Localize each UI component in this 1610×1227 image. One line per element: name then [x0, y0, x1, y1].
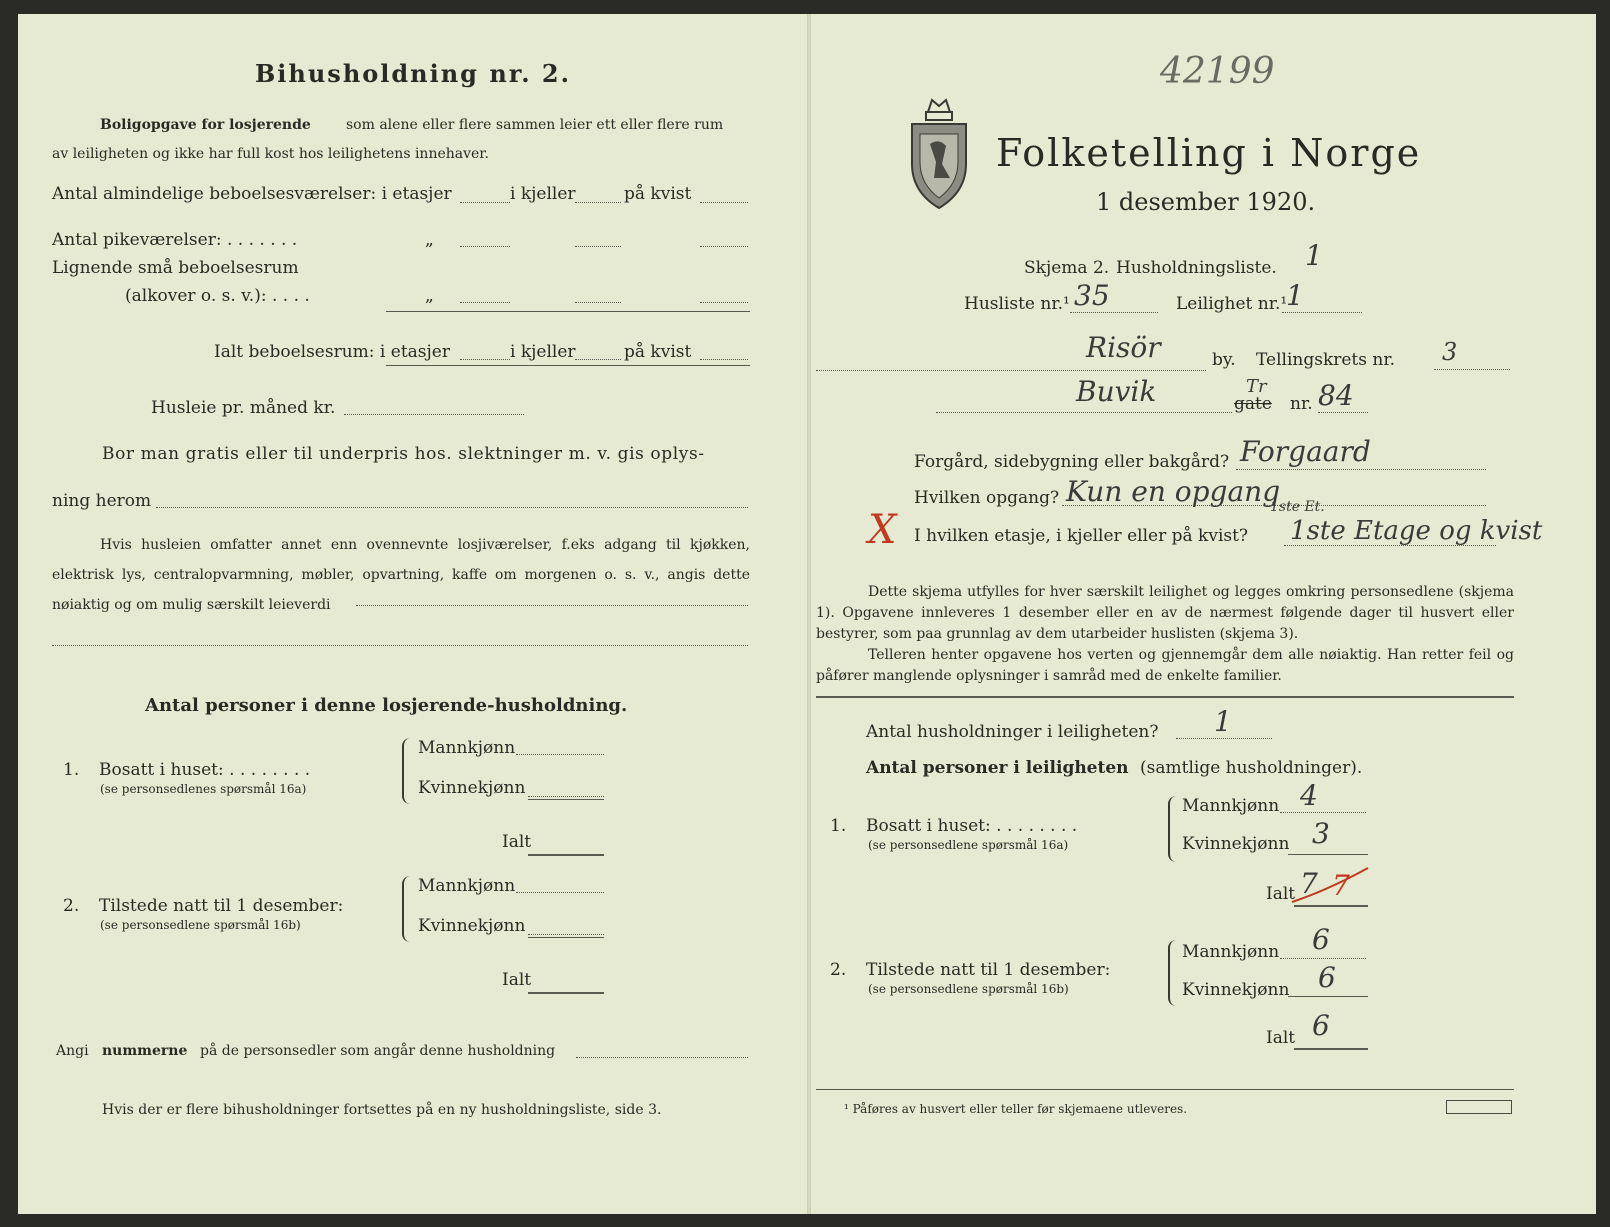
right-q2-total-field — [1294, 1048, 1368, 1050]
district-field — [1434, 369, 1510, 370]
courtyard-field — [1236, 469, 1486, 470]
maid-rooms-cellar-field[interactable] — [575, 246, 621, 247]
numbers-field[interactable] — [576, 1057, 748, 1058]
printer-mark-icon — [1446, 1100, 1512, 1114]
right-q1-number: 1. — [830, 816, 847, 836]
apartment-field — [1282, 312, 1362, 313]
left-persons-heading: Antal personer i denne losjerende-husholdning. — [145, 695, 628, 716]
rent-includes-field[interactable] — [356, 605, 748, 606]
left-q1-total-field[interactable] — [528, 854, 604, 856]
left-q2-female-label: Kvinnekjønn — [418, 916, 526, 936]
street-value[interactable]: Buvik — [1076, 375, 1157, 408]
intro-rest-2: av leiligheten og ikke har full kost hos leilighetens innehaver. — [52, 146, 489, 162]
right-q2-label: Tilstede natt til 1 desember: — [866, 960, 1111, 980]
instructions-1: Dette skjema utfylles for hver særskilt leilighet og legges omkring personsedlene (skjema 1). Opgavene innleveres 1 desember eller en av de nærmest følgende dager til husvert eller bestyrer, som paa grunnlag av dem utarbeider huslisten (skjema 3). — [816, 584, 1514, 642]
entrance-value[interactable]: Kun en opgang — [1066, 475, 1281, 508]
courtyard-label: Forgård, sidebygning eller bakgård? — [914, 452, 1230, 472]
right-q2-female-field — [1288, 996, 1368, 997]
census-date: 1 desember 1920. — [1096, 188, 1316, 216]
numbers-post: på de personsedler som angår denne husholdning — [200, 1043, 556, 1059]
district-label: Tellingskrets nr. — [1256, 350, 1396, 370]
total-rooms-attic-field[interactable] — [700, 359, 748, 360]
household-list-label: Husholdningsliste. — [1116, 258, 1277, 278]
right-q1-male-label: Mannkjønn — [1182, 796, 1280, 816]
right-q1-total-label: Ialt — [1266, 884, 1296, 904]
households-value[interactable]: 1 — [1214, 705, 1232, 738]
right-q1-brace — [1168, 796, 1178, 862]
right-q1-total-struck: 7 — [1332, 869, 1350, 902]
right-q1-male-field — [1280, 812, 1366, 813]
small-rooms-attic-field[interactable] — [700, 302, 748, 303]
right-q2-total-value[interactable]: 6 — [1312, 1009, 1330, 1042]
rooms-label: Antal almindelige beboelsesværelser: i etasjer — [52, 184, 452, 204]
small-rooms-label-1: Lignende små beboelsesrum — [52, 258, 299, 278]
sum-rule — [386, 311, 750, 312]
total-rooms-attic-label: på kvist — [624, 342, 692, 362]
continue-note: Hvis der er flere bihusholdninger fortsettes på en ny husholdningsliste, side 3. — [102, 1102, 662, 1118]
district-value[interactable]: 3 — [1442, 338, 1458, 366]
street-field — [936, 412, 1232, 413]
red-strike-mark — [1288, 866, 1372, 906]
right-q2-number: 2. — [830, 960, 847, 980]
street-nr-label: nr. — [1290, 394, 1313, 414]
right-q1-label: Bosatt i huset: . . . . . . . . — [866, 816, 1078, 836]
free-label-1: Bor man gratis eller til underpris hos. slektninger m. v. gis oplys- — [102, 444, 705, 464]
rent-label: Husleie pr. måned kr. — [151, 398, 336, 418]
rent-includes-text: Hvis husleien omfatter annet enn ovennevnte losjiværelser, f.eks adgang til kjøkken, elektrisk lys, centralopvarmning, møbler, opvartning, kaffe om morgenen o. s. v., angis dette nøiaktig og om mulig særskilt leieverdi — [52, 537, 750, 613]
street-nr-value[interactable]: 84 — [1318, 379, 1354, 412]
house-list-field — [1070, 312, 1158, 313]
page-fold — [807, 14, 811, 1214]
left-q2-number: 2. — [63, 896, 80, 916]
right-q2-note: (se personsedlene spørsmål 16b) — [868, 982, 1069, 996]
footnote: ¹ Påføres av husvert eller teller før skjemaene utleveres. — [844, 1102, 1188, 1116]
left-q2-total-field[interactable] — [528, 992, 604, 994]
right-title: Folketelling i Norge — [996, 131, 1422, 175]
right-q1-female-value[interactable]: 3 — [1312, 817, 1330, 850]
right-q2-female-value[interactable]: 6 — [1318, 961, 1336, 994]
total-rooms-label: Ialt beboelsesrum: i etasjer — [214, 342, 450, 362]
numbers-bold: nummerne — [102, 1043, 188, 1059]
household-list-value[interactable]: 1 — [1305, 239, 1323, 272]
right-q1-note: (se personsedlene spørsmål 16a) — [868, 838, 1069, 852]
floor-label: I hvilken etasje, i kjeller eller på kvist? — [914, 526, 1249, 546]
small-rooms-floor-field[interactable] — [460, 302, 510, 303]
maid-rooms-ditto: „ — [425, 230, 434, 250]
left-q1-label: Bosatt i huset: . . . . . . . . — [99, 760, 311, 780]
right-q1-total-field — [1294, 905, 1368, 907]
rooms-cellar-field[interactable] — [575, 202, 621, 203]
entrance-label: Hvilken opgang? — [914, 488, 1060, 508]
house-list-value[interactable]: 35 — [1074, 279, 1110, 312]
instructions-rule — [816, 696, 1514, 698]
total-rooms-cellar-label: i kjeller — [510, 342, 576, 362]
right-q2-male-label: Mannkjønn — [1182, 942, 1280, 962]
rooms-attic-field[interactable] — [700, 202, 748, 203]
left-q2-male-field[interactable] — [516, 892, 604, 893]
right-q2-brace — [1168, 940, 1178, 1006]
coat-of-arms-icon — [906, 94, 972, 212]
left-q2-label: Tilstede natt til 1 desember: — [99, 896, 344, 916]
left-q2-female-field[interactable] — [528, 934, 604, 935]
small-rooms-label-2: (alkover o. s. v.): . . . . — [125, 286, 310, 306]
rooms-floor-field[interactable] — [460, 202, 510, 203]
right-q2-total-label: Ialt — [1266, 1028, 1296, 1048]
intro-bold: Boligopgave for losjerende — [100, 117, 311, 133]
rooms-cellar-label: i kjeller — [510, 184, 576, 204]
maid-rooms-label: Antal pikeværelser: . . . . . . . — [52, 230, 298, 250]
left-q1-male-field[interactable] — [516, 754, 604, 755]
left-q2-note: (se personsedlene spørsmål 16b) — [100, 918, 301, 932]
rent-includes-field-2[interactable] — [52, 645, 748, 646]
free-label-2: ning herom — [52, 491, 152, 511]
left-q2-male-label: Mannkjønn — [418, 876, 516, 896]
small-rooms-ditto: „ — [425, 286, 434, 306]
schema-label: Skjema 2. — [1024, 258, 1110, 278]
right-q1-male-value[interactable]: 4 — [1300, 779, 1318, 812]
town-value[interactable]: Risör — [1086, 331, 1161, 364]
footnote-rule — [816, 1089, 1514, 1090]
right-q1-female-field — [1288, 854, 1368, 855]
floor-note: 1ste Et. — [1270, 499, 1325, 515]
intro-rest-1: som alene eller flere sammen leier ett eller flere rum — [346, 117, 724, 133]
total-rule — [386, 365, 750, 366]
total-rooms-floor-field[interactable] — [460, 359, 510, 360]
floor-field — [1284, 545, 1496, 546]
right-q1-total-value[interactable]: 7 — [1300, 867, 1318, 900]
right-q2-male-value[interactable]: 6 — [1312, 923, 1330, 956]
town-field — [816, 370, 1206, 371]
census-form-sheet — [18, 14, 1596, 1214]
households-field — [1176, 738, 1272, 739]
left-q1-male-label: Mannkjønn — [418, 738, 516, 758]
left-q1-note: (se personsedlenes spørsmål 16a) — [100, 782, 307, 796]
households-label: Antal husholdninger i leiligheten? — [866, 722, 1159, 742]
floor-check-mark: X — [868, 507, 897, 553]
street-prefix: Tr — [1246, 376, 1267, 397]
house-list-label: Husliste nr.¹ — [964, 294, 1070, 314]
left-q1-number: 1. — [63, 760, 80, 780]
left-q1-sum-rule — [528, 799, 604, 800]
left-title: Bihusholdning nr. 2. — [255, 59, 571, 88]
floor-value[interactable]: 1ste Etage og kvist — [1290, 516, 1543, 546]
left-q1-female-label: Kvinnekjønn — [418, 778, 526, 798]
maid-rooms-attic-field[interactable] — [700, 246, 748, 247]
left-q2-total-label: Ialt — [502, 970, 532, 990]
courtyard-value[interactable]: Forgaard — [1240, 435, 1371, 468]
right-persons-heading-rest: (samtlige husholdninger). — [1140, 758, 1363, 778]
small-rooms-cellar-field[interactable] — [575, 302, 621, 303]
numbers-pre: Angi — [56, 1043, 89, 1059]
left-q1-brace — [402, 738, 412, 804]
rooms-attic-label: på kvist — [624, 184, 692, 204]
street-nr-field — [1318, 412, 1368, 413]
apartment-label: Leilighet nr.¹ — [1176, 294, 1288, 314]
by-label: by. — [1212, 350, 1236, 370]
right-q1-female-label: Kvinnekjønn — [1182, 834, 1290, 854]
total-rooms-cellar-field[interactable] — [575, 359, 621, 360]
stamp-number: 42199 — [1160, 51, 1275, 92]
right-persons-heading-bold: Antal personer i leiligheten — [866, 758, 1129, 778]
gate-label: gate — [1234, 394, 1272, 414]
left-q2-sum-rule — [528, 937, 604, 938]
right-q2-female-label: Kvinnekjønn — [1182, 980, 1290, 1000]
rent-field[interactable] — [344, 414, 524, 415]
maid-rooms-floor-field[interactable] — [460, 246, 510, 247]
left-q1-female-field[interactable] — [528, 796, 604, 797]
left-q2-brace — [402, 876, 412, 942]
free-field[interactable] — [156, 507, 748, 508]
right-q2-male-field — [1280, 958, 1366, 959]
apartment-value[interactable]: 1 — [1286, 279, 1304, 312]
left-q1-total-label: Ialt — [502, 832, 532, 852]
instructions-2: Telleren henter opgavene hos verten og gjennemgår dem alle nøiaktig. Han retter feil og påfører manglende oplysninger i samråd med de enkelte familier. — [816, 647, 1514, 684]
